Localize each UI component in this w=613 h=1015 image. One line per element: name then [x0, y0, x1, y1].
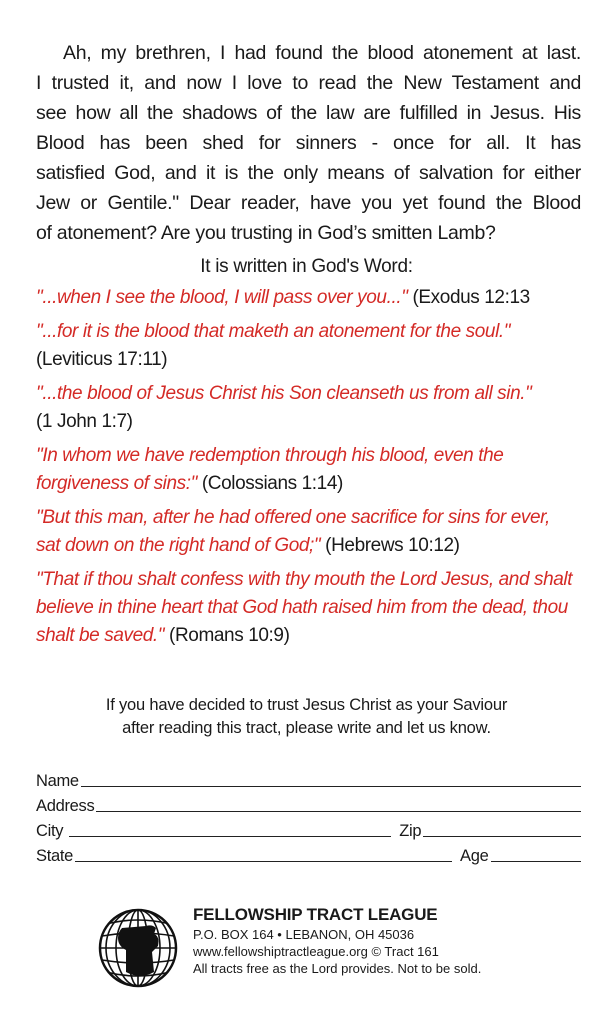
address-field[interactable]: [96, 811, 581, 812]
globe-pitcher-icon: [96, 906, 180, 990]
verse-1john: [36, 380, 571, 436]
city-label: City: [36, 822, 64, 840]
age-label: Age: [460, 847, 489, 865]
verse-reference: (Romans 10:9): [164, 625, 290, 646]
verse-colossians: [36, 442, 556, 498]
verse-quote: "...the blood of Jesus Christ his Son cleanseth us from all sin.": [36, 383, 532, 404]
name-field[interactable]: [81, 786, 581, 787]
address-label: Address: [36, 797, 95, 815]
name-label: Name: [36, 772, 79, 790]
response-invitation: [0, 694, 613, 740]
verse-exodus: [36, 284, 571, 312]
org-website[interactable]: www.fellowshiptractleague.org © Tract 161: [193, 944, 439, 959]
invite-line: If you have decided to trust Jesus Christ as your Saviour: [105, 696, 508, 714]
zip-field[interactable]: [423, 836, 581, 837]
verse-quote: "...when I see the blood, I will pass over you...": [36, 287, 408, 308]
verse-reference: (Leviticus 17:11): [36, 349, 168, 370]
verse-reference: (Colossians 1:14): [196, 473, 343, 494]
publisher-footer: [96, 904, 576, 994]
zip-label: Zip: [399, 822, 422, 840]
paragraph-line: Blood has been shed for sinners - once for all. It has: [36, 132, 581, 154]
publisher-info: [193, 904, 481, 977]
age-field[interactable]: [491, 861, 582, 862]
paragraph-line: I trusted it, and now I love to read the New Testament and: [36, 72, 581, 94]
verse-reference: (Exodus 12:13: [407, 287, 530, 308]
paragraph-line: Jew or Gentile." Dear reader, have you yet found the Blood: [36, 192, 581, 214]
verse-quote: "But this man, after he had offered one sacrifice for sins for ever, sat down on the right hand of God;": [36, 507, 550, 556]
city-field[interactable]: [69, 836, 391, 837]
verse-romans: [36, 566, 581, 650]
state-age-row: [36, 841, 581, 866]
address-row: [36, 791, 581, 816]
org-note: All tracts free as the Lord provides. Not to be sold.: [193, 961, 482, 976]
paragraph-line: Ah, my brethren, I had found the blood atonement at last.: [63, 42, 581, 64]
verse-reference: (Hebrews 10:12): [320, 535, 460, 556]
state-label: State: [36, 847, 74, 865]
city-zip-row: [36, 816, 581, 841]
verse-quote: "That if thou shalt confess with thy mouth the Lord Jesus, and shalt believe in thine heart that God hath raised him from the dead, thou shalt be saved.": [36, 569, 573, 646]
scripture-heading: It is written in God's Word:: [200, 256, 413, 277]
paragraph-line: see how all the shadows of the law are fulfilled in Jesus. His: [36, 102, 581, 124]
scripture-list: [36, 284, 596, 656]
testimony-paragraph: [36, 38, 581, 248]
response-form: [36, 766, 581, 866]
paragraph-line: satisfied God, and it is the only means of salvation for either: [36, 162, 581, 184]
state-field[interactable]: [75, 861, 452, 862]
org-name: FELLOWSHIP TRACT LEAGUE: [193, 905, 438, 924]
paragraph-line: of atonement? Are you trusting in God’s smitten Lamb?: [36, 222, 496, 244]
verse-quote: "In whom we have redemption through his blood, even the forgiveness of sins:": [36, 445, 504, 494]
name-row: [36, 766, 581, 791]
verse-hebrews: [36, 504, 556, 560]
org-address: P.O. BOX 164 • LEBANON, OH 45036: [193, 927, 415, 942]
verse-quote: "...for it is the blood that maketh an atonement for the soul.": [36, 321, 511, 342]
verse-reference: (1 John 1:7): [36, 411, 133, 432]
invite-line: after reading this tract, please write and let us know.: [122, 719, 491, 737]
verse-leviticus: [36, 318, 571, 374]
